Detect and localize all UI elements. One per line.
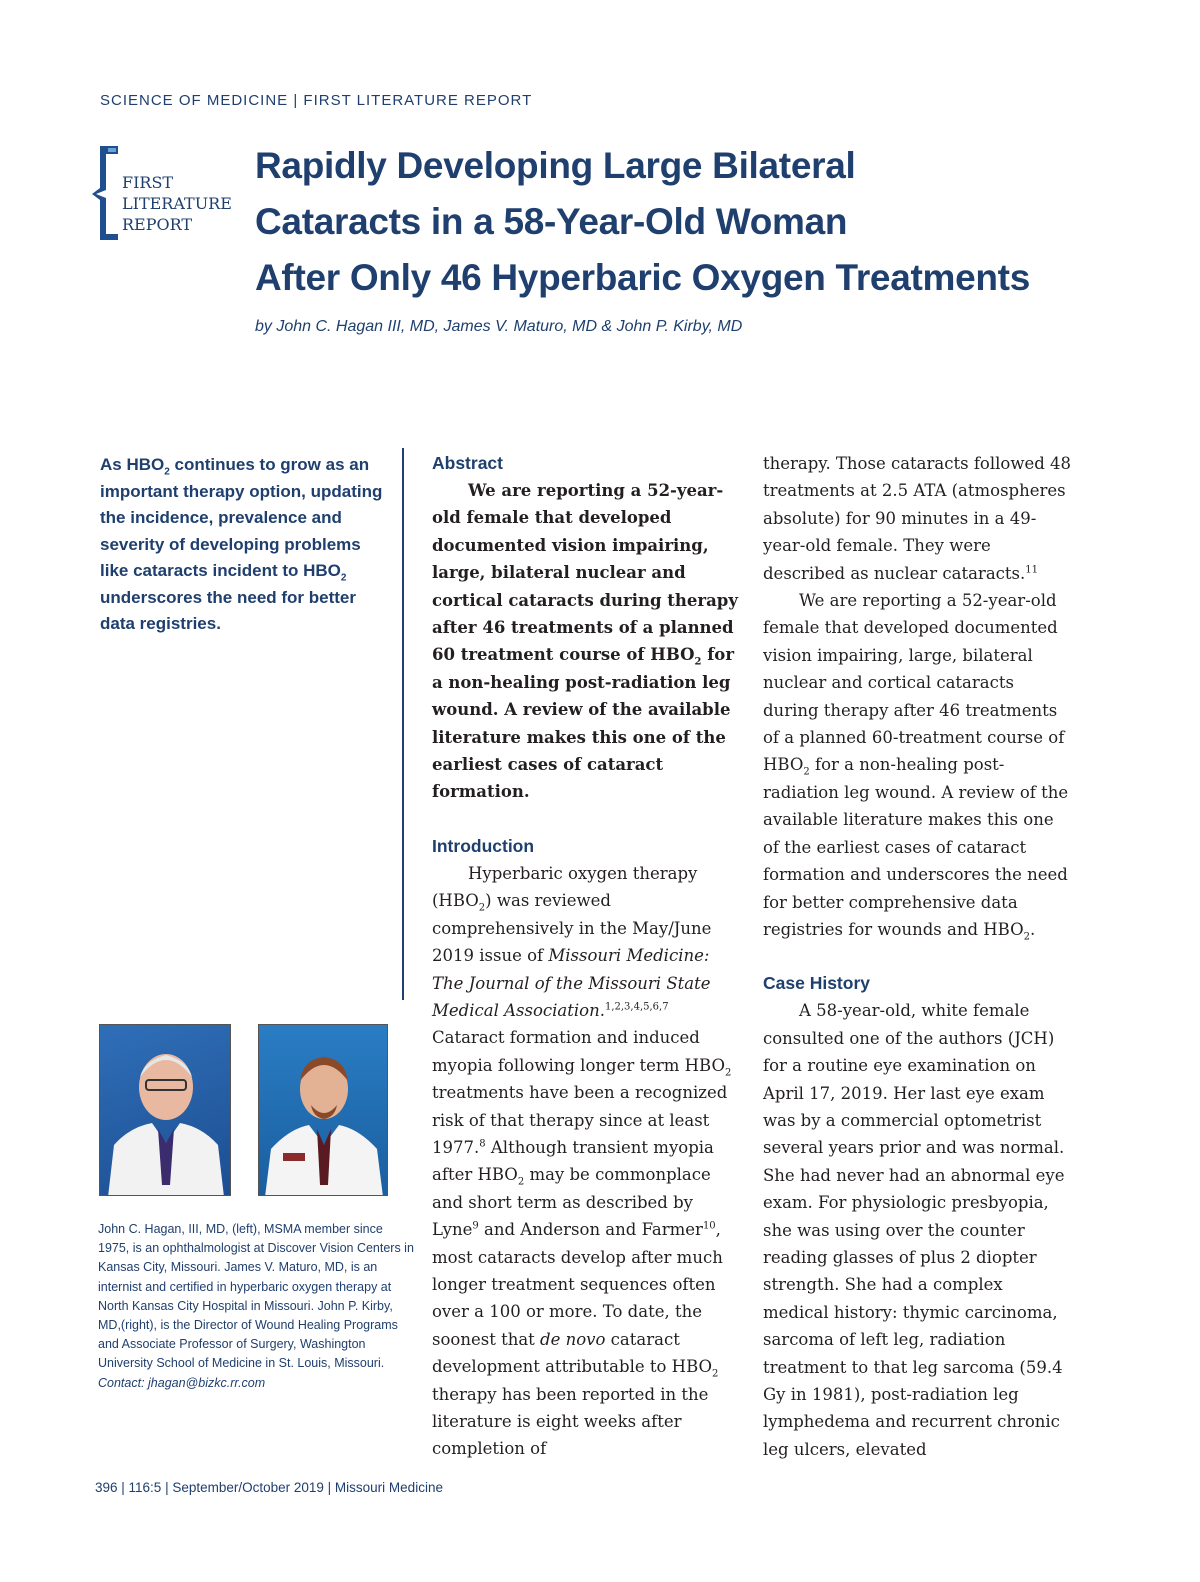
summary-paragraph: We are reporting a 52-year-old female that developed documented vision impairing, large, bilateral nuclear and cortical cataracts during therapy after 46 treatments of a planned 60-treatment course of $HBO_2$ for a non-healing post-radiation leg wound. A review of the available literature makes this one of the earliest cases of cataract formation and underscores the need for better comprehensive data registries for wounds and $HBO_2$. — [763, 591, 1069, 943]
continued-paragraph: therapy. Those cataracts followed 48 treatments at 2.5 ATA (atmospheres absolute) for 90 minutes in a 49-year-old female. They were described as nuclear cataracts.$^{11}$ — [763, 454, 1072, 583]
introduction-heading: Introduction — [432, 835, 535, 856]
logo-bracket-icon — [92, 144, 120, 242]
column-right — [763, 450, 1073, 1463]
author-photo-kirby — [258, 1024, 388, 1196]
page-footer: 396 | 116:5 | September/October 2019 | Missouri Medicine — [95, 1480, 443, 1495]
pull-quote: As $HBO_2$ continues to grow as an important therapy option, updating the incidence, prevalence and severity of developing problems like cataracts incident to $HBO_2$ underscores the need for better data registries. — [100, 455, 383, 633]
column-divider — [402, 448, 404, 1000]
title-line-1: Rapidly Developing Large Bilateral — [255, 145, 856, 186]
photo-caption: John C. Hagan, III, MD, (left), MSMA member since 1975, is an ophthalmologist at Discover Vision Centers in Kansas City, Missouri. James V. Maturo, MD, is an internist and certified in hyperbaric oxygen therapy at North Kansas City Hospital in Missouri. John P. Kirby, MD,(right), is the Director of Wound Healing Programs and Associate Professor of Surgery, Washington University School of Medicine in St. Louis, Missouri. Contact: jhagan@bizkc.rr.com — [98, 1220, 416, 1393]
section-label: SCIENCE OF MEDICINE | FIRST LITERATURE REPORT — [100, 92, 533, 109]
article-title — [255, 138, 1135, 306]
abstract-text: We are reporting a 52-year-old female that developed documented vision impairing, large, bilateral nuclear and cortical cataracts during therapy after 46 treatments of a planned 60 treatment course of $HBO_2$ for a non-healing post-radiation leg wound. A review of the available literature makes this one of the earliest cases of cataract formation. — [432, 481, 738, 802]
title-line-3: After Only 46 Hyperbaric Oxygen Treatments — [255, 257, 1030, 298]
author-photo-hagan — [99, 1024, 231, 1196]
first-literature-report-logo — [92, 140, 234, 244]
title-line-2: Cataracts in a 58-Year-Old Woman — [255, 201, 848, 242]
byline: by John C. Hagan III, MD, James V. Maturo, MD & John P. Kirby, MD — [255, 318, 743, 335]
case-history-text: A 58-year-old, white female consulted one of the authors (JCH) for a routine eye examination on April 17, 2019. Her last eye exam was by a commercial optometrist several years prior and was normal. She had never had an abnormal eye exam. For physiologic presbyopia, she was using over the counter reading glasses of plus 2 diopter strength. She had a complex medical history: thymic carcinoma, sarcoma of left leg, radiation treatment to that leg sarcoma (59.4 Gy in 1981), post-radiation leg lymphedema and recurrent chronic leg ulcers, elevated — [763, 1001, 1065, 1459]
logo-text: FIRST LITERATURE REPORT — [122, 173, 232, 234]
case-history-heading: Case History — [763, 973, 870, 994]
column-middle — [432, 450, 742, 1463]
abstract-heading: Abstract — [432, 453, 503, 473]
contact-email: Contact: jhagan@bizkc.rr.com — [98, 1375, 266, 1390]
introduction-text: Hyperbaric oxygen therapy $(HBO_2)$ was reviewed comprehensively in the May/June 2019 issue of Missouri Medicine: The Journal of the Missouri State Medical Association.$^{1,2,3,4,5,6,7}$ Cataract formation and induced myopia following longer term $HBO_2$ treatments have been a recognized risk of that therapy since at least 1977.$^8$ Although transient myopia after $HBO_2$ may be commonplace and short term as described by Lyne$^9$ and Anderson and Farmer$^{10}$, most cataracts develop after much longer treatment sequences often over a 100 or more. To date, the soonest that de novo cataract development attributable to $HBO_2$ therapy has been reported in the literature is eight weeks after completion of — [432, 863, 732, 1459]
